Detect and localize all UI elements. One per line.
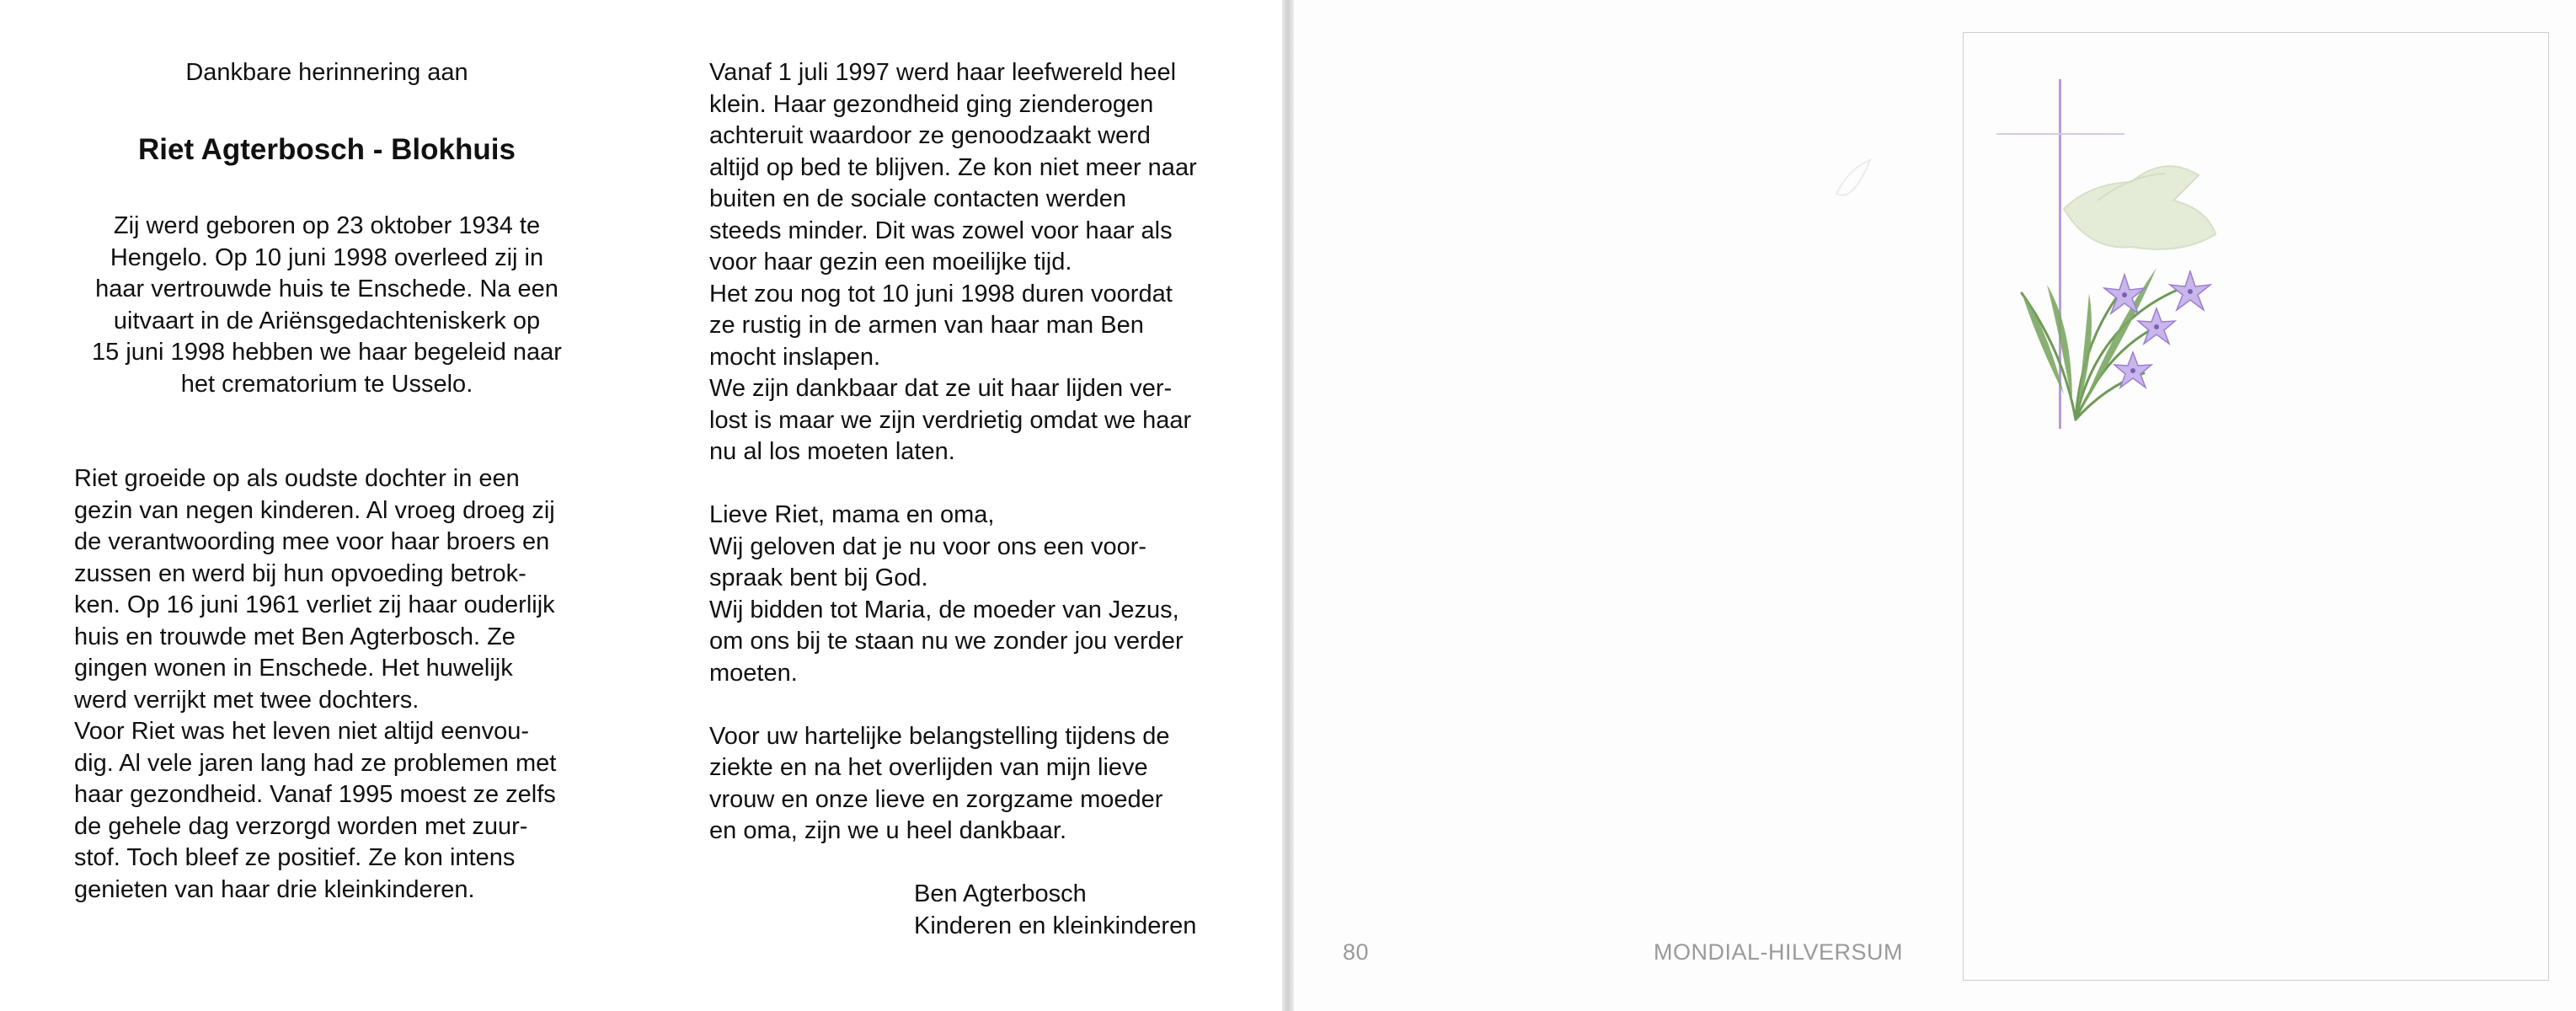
text-line: lost is maar we zijn verdrietig omdat we haar [709,406,1192,434]
text-line: Zij werd geboren op 23 oktober 1934 te [113,212,541,239]
text-line: gezin van negen kinderen. Al vroeg droeg zij [74,496,555,524]
text-line: steeds minder. Dit was zowel voor haar als [709,217,1173,244]
text-line: nu al los moeten laten. [709,438,955,465]
story-paragraph [709,57,1215,468]
text-line: Wij geloven dat je nu voor ons een voor- [709,532,1147,560]
text-line: Vanaf 1 juli 1997 werd haar leefwereld heel [709,59,1177,86]
text-line: om ons bij te staan nu we zonder jou verder [709,628,1184,655]
text-line: buiten en de sociale contacten werden [709,185,1126,212]
text-line: zussen en werd bij hun opvoeding betrok- [74,559,526,587]
page-number: 80 [1343,939,1370,965]
intro-paragraph [74,211,580,400]
publisher-label: MONDIAL-HILVERSUM [1654,939,1904,965]
text-line: huis en trouwde met Ben Agterbosch. Ze [74,623,516,650]
text-line: Hengelo. Op 10 juni 1998 overleed zij in [110,243,544,271]
text-line: ziekte en na het overlijden van mijn lieve [709,754,1148,781]
signature-line: Kinderen en kleinkinderen [914,912,1197,939]
text-line: vrouw en onze lieve en zorgzame moeder [709,785,1163,813]
text-line: mocht inslapen. [709,343,881,371]
text-line: Voor Riet was het leven niet altijd eenvou- [74,718,530,745]
text-line: het crematorium te Usselo. [180,370,473,398]
middle-column [709,57,1215,942]
text-line: stof. Toch bleef ze positief. Ze kon intens [74,844,516,871]
text-line: Wij bidden tot Maria, de moeder van Jezus, [709,596,1179,623]
text-line: en oma, zijn we u heel dankbaar. [709,817,1066,844]
text-line: Riet groeide op als oudste dochter in een [74,465,520,492]
text-line: Het zou nog tot 10 juni 1998 duren voordat [709,280,1173,308]
cross-vertical [2059,79,2061,429]
text-line: moeten. [709,659,798,687]
signature-line: Ben Agterbosch [914,880,1087,907]
text-line: genieten van haar drie kleinkinderen. [74,875,475,903]
text-line: 15 juni 1998 hebben we haar begeleid naar [92,339,562,366]
text-line: uitvaart in de Ariënsgedachteniskerk op [113,307,541,334]
embossed-dove-icon [1828,152,1879,211]
text-line: ze rustig in de armen van haar man Ben [709,312,1144,339]
left-column [74,57,580,906]
memorial-heading: Dankbare herinnering aan [185,59,468,86]
thanks-paragraph [709,721,1215,848]
text-line: Voor uw hartelijke belangstelling tijdens de [709,722,1170,750]
prayer-paragraph [709,500,1215,689]
text-line: We zijn dankbaar dat ze uit haar lijden ver- [709,375,1173,402]
text-line: Lieve Riet, mama en oma, [709,501,995,528]
text-line: voor haar gezin een moeilijke tijd. [709,249,1072,275]
text-line: dig. Al vele jaren lang had ze problemen met [74,749,557,777]
card-inner-spread [0,0,1282,1011]
text-line: klein. Haar gezondheid ging zienderogen [709,90,1154,118]
cross-with-lilies-and-dove-icon [1988,74,2258,436]
text-line: gingen wonen in Enschede. Het huwelijk [74,655,513,682]
text-line: spraak bent bij God. [709,564,928,591]
text-line: ken. Op 16 juni 1961 verliet zij haar ouderlijk [74,591,555,618]
signature [914,879,1215,942]
biography-paragraph [74,463,580,906]
text-line: de verantwoording mee voor haar broers en [74,528,550,555]
deceased-name: Riet Agterbosch - Blokhuis [138,132,516,166]
text-line: werd verrijkt met twee dochters. [74,686,420,714]
text-line: de gehele dag verzorgd worden met zuur- [74,812,528,840]
text-line: haar vertrouwde huis te Enschede. Na een [95,275,558,302]
cross-horizontal [1996,133,2124,135]
card-fold [1282,0,1294,1011]
text-line: haar gezondheid. Vanaf 1995 moest ze zelfs [74,781,556,808]
text-line: achteruit waardoor ze genoodzaakt werd [709,122,1151,149]
text-line: altijd op bed te blijven. Ze kon niet meer naar [709,153,1197,181]
